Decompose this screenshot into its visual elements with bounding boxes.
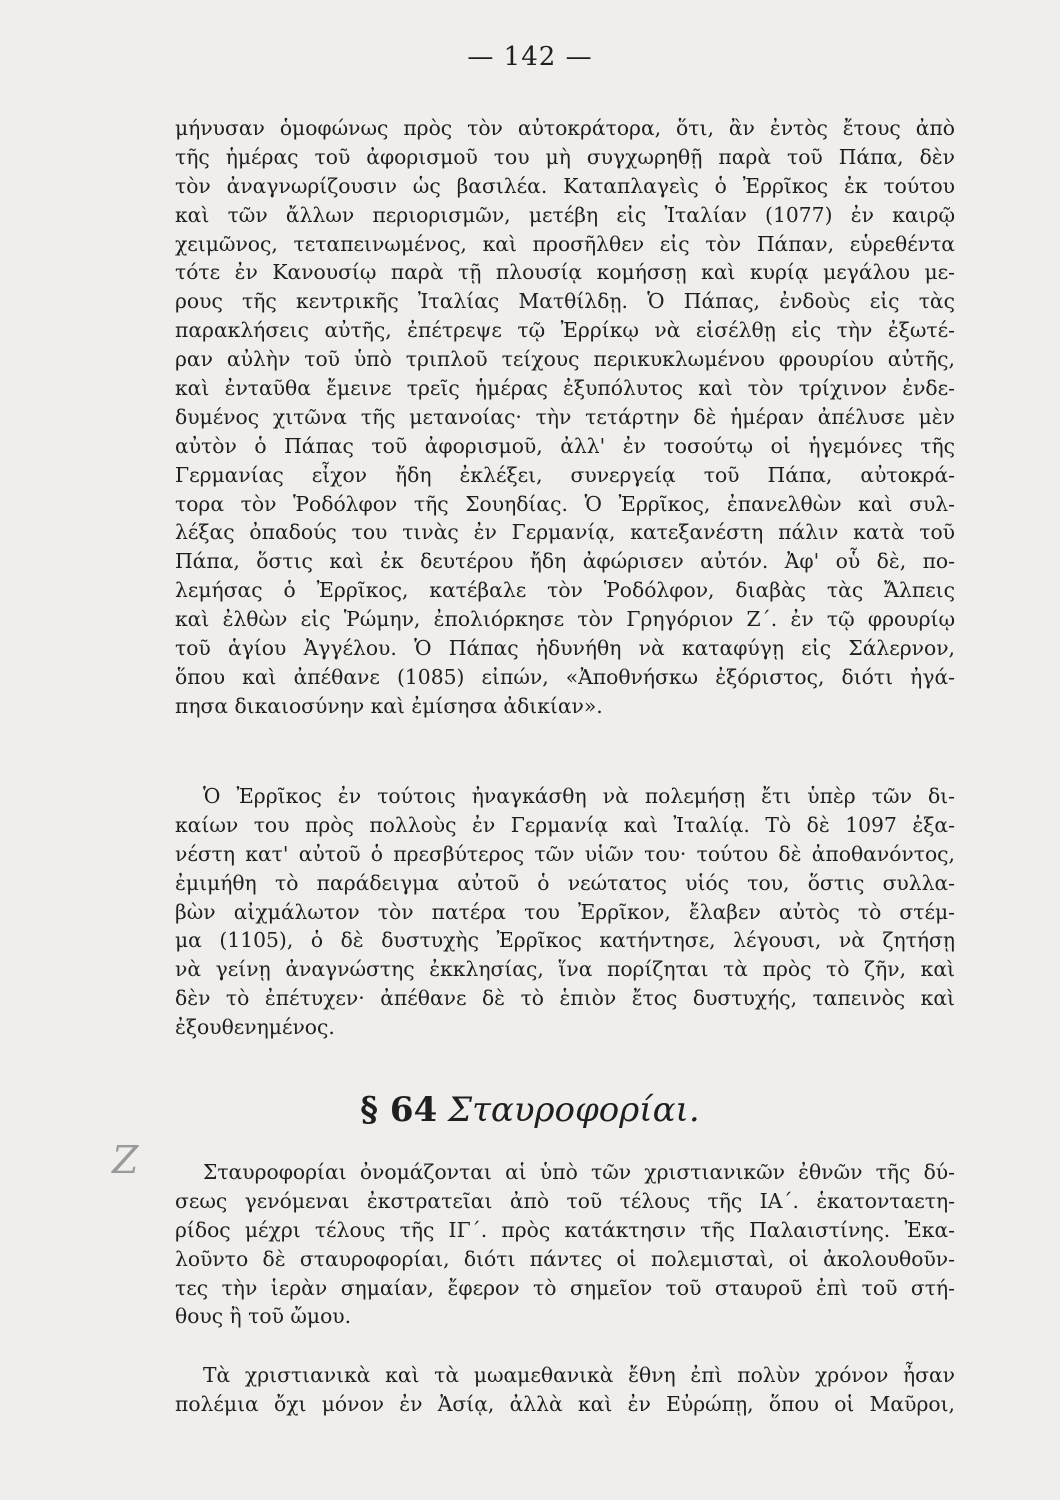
text-line: τοῦ ἁγίου Ἀγγέλου. Ὁ Πάπας ἠδυνήθη νὰ καταφύγῃ εἰς Σάλερνον, — [175, 636, 955, 661]
section-title: Σταυροφορίαι. — [448, 1090, 700, 1130]
paragraph-3 — [175, 1158, 955, 1331]
text-line: καὶ ἐνταῦθα ἔμεινε τρεῖς ἡμέρας ἐξυπόλυτος καὶ τὸν τρίχινον ἐνδε- — [175, 376, 955, 401]
text-line: θους ἢ τοῦ ὤμου. — [175, 1304, 352, 1329]
text-line: μήνυσαν ὁμοφώνως πρὸς τὸν αὐτοκράτορα, ὅτι, ἂν ἐντὸς ἔτους ἀπὸ — [175, 116, 955, 140]
paragraph-2 — [175, 782, 955, 1042]
text-line: τορα τὸν Ῥοδόλφον τῆς Σουηδίας. Ὁ Ἐρρῖκος, ἐπανελθὼν καὶ συλ- — [175, 491, 955, 516]
text-line: τῆς ἡμέρας τοῦ ἀφορισμοῦ του μὴ συγχωρηθῇ παρὰ τοῦ Πάπα, δὲν — [175, 144, 955, 169]
text-line: δὲν τὸ ἐπέτυχεν· ἀπέθανε δὲ τὸ ἑπιὸν ἔτος δυστυχής, ταπεινὸς καὶ — [175, 986, 955, 1011]
text-line: Πάπα, ὅστις καὶ ἐκ δευτέρου ἤδη ἀφώρισεν αὐτόν. Ἀφ' οὗ δὲ, πο- — [175, 549, 955, 574]
text-line: Ὁ Ἐρρῖκος ἐν τούτοις ἠναγκάσθη νὰ πολεμήσῃ ἔτι ὑπὲρ τῶν δι- — [203, 784, 955, 808]
text-line: τὸν ἀναγνωρίζουσιν ὡς βασιλέα. Καταπλαγεὶς ὁ Ἐρρῖκος ἐκ τούτου — [175, 173, 955, 198]
text-line: λέξας ὀπαδούς του τινὰς ἐν Γερμανίᾳ, κατεξανέστη πάλιν κατὰ τοῦ — [175, 520, 955, 545]
paragraph-1 — [175, 114, 955, 721]
text-line: τότε ἐν Κανουσίῳ παρὰ τῇ πλουσίᾳ κομήσσῃ καὶ κυρίᾳ μεγάλου με- — [175, 260, 955, 285]
text-line: καὶ ἐλθὼν εἰς Ῥώμην, ἐπολιόρκησε τὸν Γρηγόριον Ζ΄. ἐν τῷ φρουρίῳ — [175, 607, 955, 632]
margin-note: Ζ — [112, 1138, 139, 1182]
section-heading — [0, 1090, 1060, 1130]
text-line: ρους τῆς κεντρικῆς Ἰταλίας Ματθίλδῃ. Ὁ Πάπας, ἐνδοὺς εἰς τὰς — [175, 289, 955, 314]
text-line: Τὰ χριστιανικὰ καὶ τὰ μωαμεθανικὰ ἔθνη ἐπὶ πολὺν χρόνον ἦσαν — [203, 1363, 955, 1387]
text-line: ρίδος μέχρι τέλους τῆς ΙΓ΄. πρὸς κατάκτησιν τῆς Παλαιστίνης. Ἐκα- — [175, 1217, 955, 1242]
text-line: καίων του πρὸς πολλοὺς ἐν Γερμανίᾳ καὶ Ἰταλίᾳ. Τὸ δὲ 1097 ἐξα- — [175, 812, 955, 837]
text-line: αὐτὸν ὁ Πάπας τοῦ ἀφορισμοῦ, ἀλλ' ἐν τοσούτῳ οἱ ἡγεμόνες τῆς — [175, 433, 955, 458]
paragraph-4 — [175, 1361, 955, 1419]
text-line: λοῦντο δὲ σταυροφορίαι, διότι πάντες οἱ πολεμισταὶ, οἱ ἀκολουθοῦν- — [175, 1246, 955, 1271]
text-line: σεως γενόμεναι ἐκστρατεῖαι ἀπὸ τοῦ τέλους τῆς ΙΑ΄. ἑκατονταετη- — [175, 1188, 955, 1213]
text-line: λεμήσας ὁ Ἐρρῖκος, κατέβαλε τὸν Ῥοδόλφον, διαβὰς τὰς Ἄλπεις — [175, 578, 955, 603]
text-line: ὅπου καὶ ἀπέθανε (1085) εἰπών, «Ἀποθνήσκω ἐξόριστος, διότι ἠγά- — [175, 664, 955, 689]
page-number: — 142 — — [467, 42, 593, 72]
text-line: παρακλήσεις αὐτῆς, ἐπέτρεψε τῷ Ἐρρίκῳ νὰ εἰσέλθῃ εἰς τὴν ἐξωτέ- — [175, 318, 955, 343]
text-line: πολέμια ὄχι μόνον ἐν Ἀσίᾳ, ἀλλὰ καὶ ἐν Εὐρώπῃ, ὅπου οἱ Μαῦροι, — [175, 1391, 955, 1416]
text-line: Σταυροφορίαι ὀνομάζονται αἱ ὑπὸ τῶν χριστιανικῶν ἐθνῶν τῆς δύ- — [203, 1160, 955, 1184]
text-line: πησα δικαιοσύνην καὶ ἐμίσησα ἀδικίαν». — [175, 693, 603, 718]
text-line: ἐξουθενημένος. — [175, 1015, 335, 1040]
text-line: βὼν αἰχμάλωτον τὸν πατέρα του Ἐρρῖκον, ἔλαβεν αὐτὸς τὸ στέμ- — [175, 899, 955, 924]
text-line: νὰ γείνῃ ἀναγνώστης ἐκκλησίας, ἵνα πορίζηται τὰ πρὸς τὸ ζῆν, καὶ — [175, 957, 955, 982]
text-line: δυμένος χιτῶνα τῆς μετανοίας· τὴν τετάρτην δὲ ἡμέραν ἀπέλυσε μὲν — [175, 404, 955, 429]
text-line: ἐμιμήθη τὸ παράδειγμα αὐτοῦ ὁ νεώτατος υἱός του, ὅστις συλλα- — [175, 870, 955, 895]
section-number: § 64 — [360, 1090, 438, 1130]
text-line: καὶ τῶν ἄλλων περιορισμῶν, μετέβη εἰς Ἰταλίαν (1077) ἐν καιρῷ — [175, 202, 955, 227]
text-line: τες τὴν ἱερὰν σημαίαν, ἔφερον τὸ σημεῖον τοῦ σταυροῦ ἐπὶ τοῦ στή- — [175, 1275, 955, 1300]
text-line: νέστη κατ' αὐτοῦ ὁ πρεσβύτερος τῶν υἱῶν του· τούτου δὲ ἀποθανόντος, — [175, 841, 955, 866]
text-line: χειμῶνος, τεταπεινωμένος, καὶ προσῆλθεν εἰς τὸν Πάπαν, εὑρεθέντα — [175, 231, 955, 256]
text-line: ραν αὐλὴν τοῦ ὑπὸ τριπλοῦ τείχους περικυκλωμένου φρουρίου αὐτῆς, — [175, 347, 955, 372]
text-line: Γερμανίας εἶχον ἤδη ἐκλέξει, συνεργείᾳ τοῦ Πάπα, αὐτοκρά- — [175, 462, 955, 487]
text-line: μα (1105), ὁ δὲ δυστυχὴς Ἐρρῖκος κατήντησε, λέγουσι, νὰ ζητήσῃ — [175, 928, 955, 953]
